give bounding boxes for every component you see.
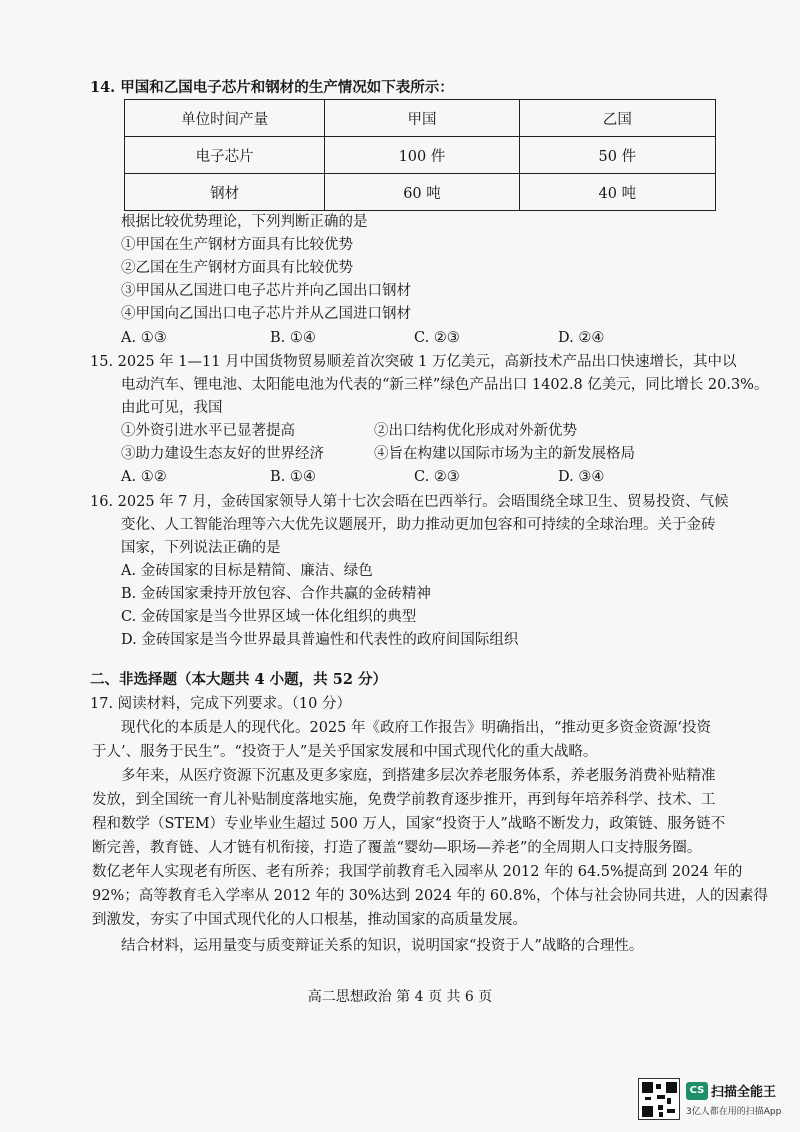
q15-item-1: ①外资引进水平已显著提高 [121, 423, 295, 439]
table-cell: 100 件 [325, 137, 519, 174]
q14-item-1: ①甲国在生产钢材方面具有比较优势 [121, 237, 353, 253]
q14-item-2: ②乙国在生产钢材方面具有比较优势 [121, 260, 353, 276]
material-line: 发放，到全国统一育儿补贴制度落地实施，免费学前教育逐步推开，再到每年培养科学、技术、工 [92, 792, 716, 808]
q16-line-3: 国家，下列说法正确的是 [121, 540, 281, 556]
table-cell: 40 吨 [519, 174, 715, 211]
material-line: 断完善，教育链、人才链有机衔接，打造了覆盖“婴幼—职场—养老”的全周期人口支持服务圈。 [92, 840, 702, 856]
q15-line-3: 由此可见，我国 [121, 400, 223, 416]
q17-requirement: 结合材料，运用量变与质变辩证关系的知识，说明国家“投资于人”战略的合理性。 [121, 938, 644, 954]
q14-option-d: D. ②④ [558, 330, 605, 346]
material-line: 现代化的本质是人的现代化。2025 年《政府工作报告》明确指出，“推动更多资金资源‘投资 [121, 720, 712, 736]
material-line: 92%；高等教育毛入学率从 2012 年的 30%达到 2024 年的 60.8%，个体与社会协同共进，人的因素得 [92, 888, 768, 904]
q15-option-c: C. ②③ [414, 469, 460, 485]
material-line: 程和数学（STEM）专业毕业生超过 500 万人，国家“投资于人”战略不断发力，政策链、服务链不 [92, 816, 726, 832]
table-header-cell: 单位时间产量 [125, 100, 325, 137]
table-cell: 60 吨 [325, 174, 519, 211]
q16-option-c: C. 金砖国家是当今世界区域一体化组织的典型 [121, 609, 417, 625]
watermark-subtitle: 3亿人都在用的扫描App [686, 1107, 782, 1117]
q15-item-2: ②出口结构优化形成对外新优势 [374, 423, 577, 439]
table-row [125, 174, 716, 211]
q14-option-b: B. ①④ [270, 330, 316, 346]
production-table [124, 99, 716, 211]
scanner-watermark [638, 1078, 788, 1122]
q15-option-d: D. ③④ [558, 469, 605, 485]
page-footer: 高二思想政治 第 4 页 共 6 页 [307, 989, 493, 1005]
q14-question: 根据比较优势理论，下列判断正确的是 [121, 214, 368, 230]
section-heading: 二、非选择题（本大题共 4 小题，共 52 分） [90, 671, 387, 688]
q15-line-2: 电动汽车、锂电池、太阳能电池为代表的“新三样”绿色产品出口 1402.8 亿美元，同比增长 20.3%。 [121, 377, 769, 393]
q17-stem: 17. 阅读材料，完成下列要求。（10 分） [90, 696, 351, 712]
q15-line-1: 15. 2025 年 1—11 月中国货物贸易顺差首次突破 1 万亿美元，高新技术产品出口快速增长，其中以 [90, 354, 737, 370]
table-header-cell: 乙国 [519, 100, 715, 137]
table-row [125, 137, 716, 174]
q14-option-c: C. ②③ [414, 330, 460, 346]
material-line: 到激发，夯实了中国式现代化的人口根基，推动国家的高质量发展。 [92, 912, 527, 928]
q14-item-3: ③甲国从乙国进口电子芯片并向乙国出口钢材 [121, 283, 411, 299]
q14-stem: 14. 甲国和乙国电子芯片和钢材的生产情况如下表所示： [90, 79, 454, 96]
q14-option-a: A. ①③ [121, 330, 167, 346]
table-header-cell: 甲国 [325, 100, 519, 137]
table-cell: 50 件 [519, 137, 715, 174]
q15-option-b: B. ①④ [270, 469, 316, 485]
material-line: 于人’、服务于民生”。“投资于人”是关乎国家发展和中国式现代化的重大战略。 [92, 744, 598, 760]
material-line: 多年来，从医疗资源下沉惠及更多家庭，到搭建多层次养老服务体系，养老服务消费补贴精准 [121, 768, 716, 784]
table-cell: 钢材 [125, 174, 325, 211]
material-line: 数亿老年人实现老有所医、老有所养；我国学前教育毛入园率从 2012 年的 64.5%提高到 2024 年的 [92, 864, 743, 880]
q15-option-a: A. ①② [121, 469, 167, 485]
q14-item-4: ④甲国向乙国出口电子芯片并从乙国进口钢材 [121, 306, 411, 322]
q15-item-3: ③助力建设生态友好的世界经济 [121, 446, 324, 462]
q15-item-4: ④旨在构建以国际市场为主的新发展格局 [374, 446, 635, 462]
watermark-title: 扫描全能王 [711, 1085, 777, 1100]
q16-option-d: D. 金砖国家是当今世界最具普遍性和代表性的政府间国际组织 [121, 632, 519, 648]
table-header-row [125, 100, 716, 137]
table-cell: 电子芯片 [125, 137, 325, 174]
cs-logo-icon: CS [686, 1082, 708, 1100]
q16-option-b: B. 金砖国家秉持开放包容、合作共赢的金砖精神 [121, 586, 431, 602]
q16-line-1: 16. 2025 年 7 月，金砖国家领导人第十七次会晤在巴西举行。会晤围绕全球卫生、贸易投资、气候 [90, 494, 729, 510]
q16-line-2: 变化、人工智能治理等六大优先议题展开，助力推动更加包容和可持续的全球治理。关于金砖 [121, 517, 716, 533]
q16-option-a: A. 金砖国家的目标是精简、廉洁、绿色 [121, 563, 373, 579]
qr-code-icon [638, 1078, 680, 1120]
